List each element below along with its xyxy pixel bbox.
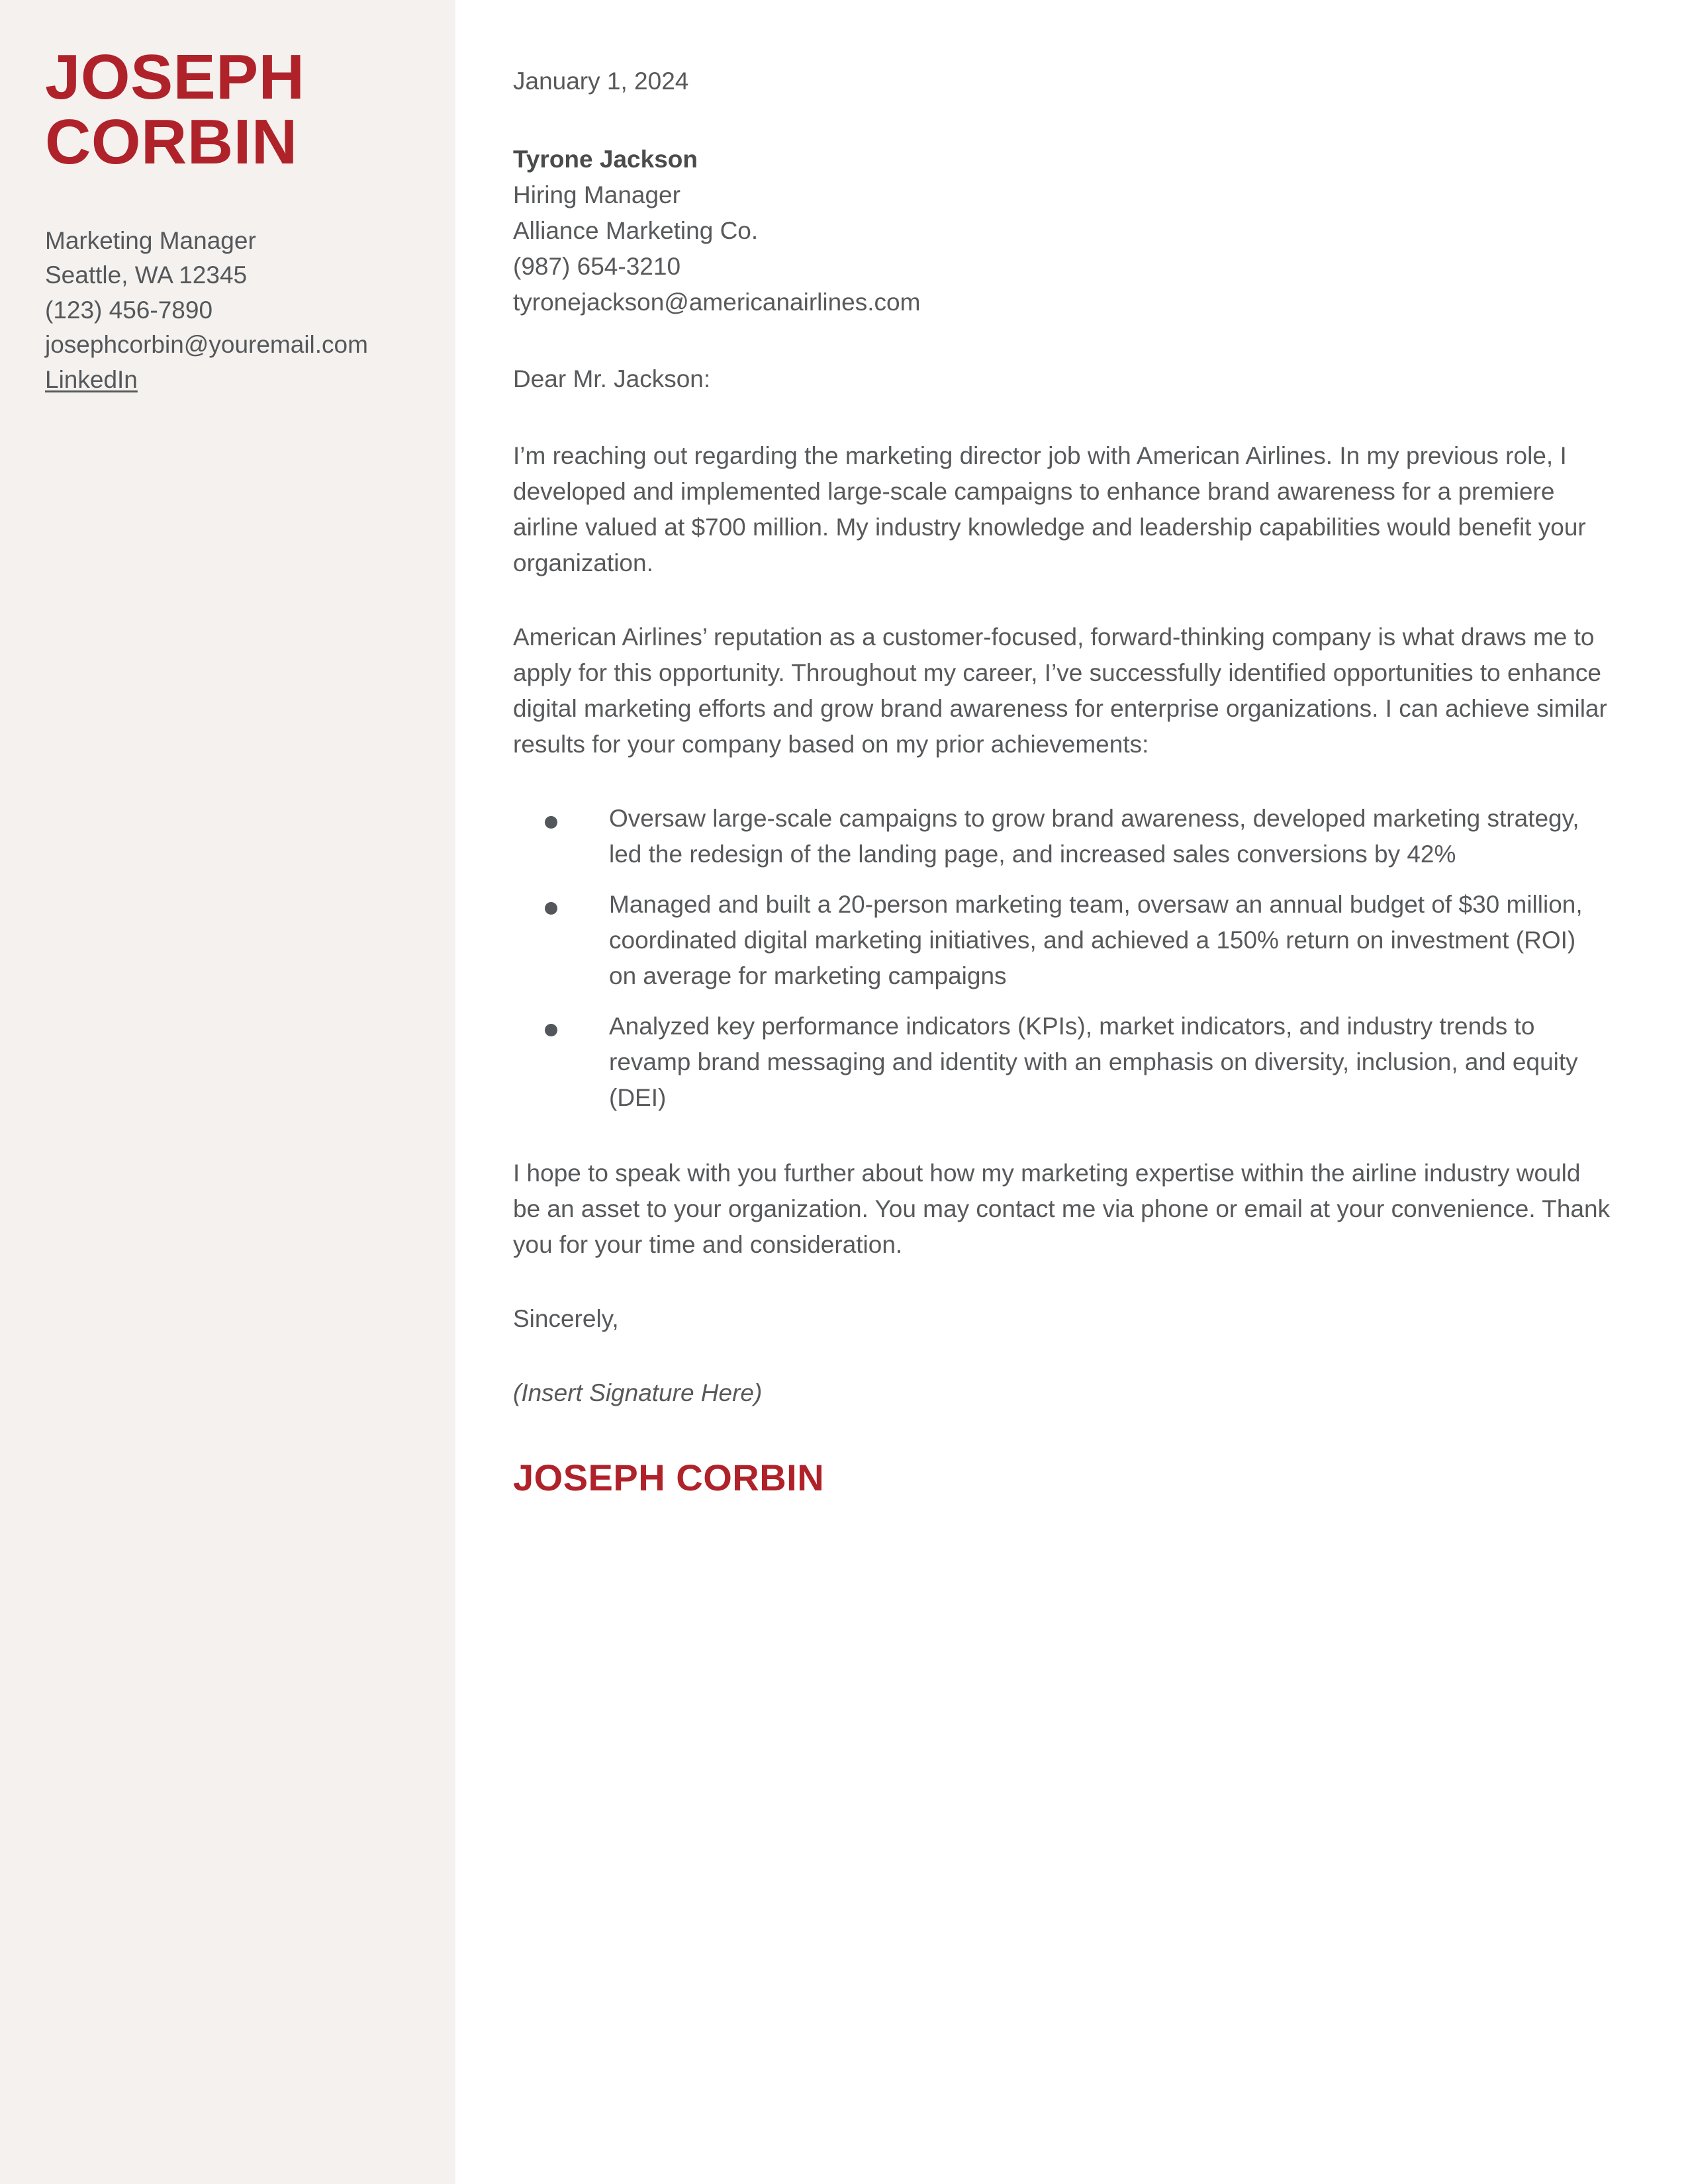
salutation: Dear Mr. Jackson: — [513, 365, 711, 393]
recipient-block — [513, 142, 1612, 320]
list-item — [513, 801, 1585, 872]
applicant-first-name: JOSEPH — [45, 42, 305, 113]
bullet-dot-icon — [545, 902, 557, 915]
letter-closing-paragraph: I hope to speak with you further about how my marketing expertise within the airline industry would be an asset to your organization. You may contact me via phone or email at your convenience. Thank you for your time and consideration. — [513, 1160, 1611, 1259]
recipient-phone: (987) 654-3210 — [513, 253, 681, 281]
achievement-text: Oversaw large-scale campaigns to grow brand awareness, developed marketing strategy, led the redesign of the landing page, and increased sales conversions by 42% — [609, 805, 1579, 868]
achievements-list — [513, 801, 1612, 1116]
recipient-email: tyronejackson@americanairlines.com — [513, 289, 921, 316]
applicant-job-title: Marketing Manager — [45, 226, 256, 254]
list-item — [513, 1009, 1585, 1116]
applicant-location: Seattle, WA 12345 — [45, 261, 248, 289]
signature-placeholder: (Insert Signature Here) — [513, 1379, 763, 1407]
letter-paragraph-2: American Airlines’ reputation as a customer-focused, forward-thinking company is what draws me to apply for this opportunity. Throughout my career, I’ve successfully identified opportunities to enhance digital marketing efforts and grow brand awareness for enterprise organizations. I can achieve similar results for your company based on my prior achievements: — [513, 623, 1607, 758]
list-item — [513, 887, 1585, 994]
signature-name: JOSEPH CORBIN — [513, 1457, 825, 1499]
sidebar-content — [45, 42, 455, 397]
applicant-email: josephcorbin@youremail.com — [45, 331, 368, 359]
letter-paragraph-1: I’m reaching out regarding the marketing director job with American Airlines. In my previous role, I developed and implemented large-scale campaigns to enhance brand awareness for a premiere airline valued at $700 million. My industry knowledge and leadership capabilities would benefit your organization. — [513, 442, 1586, 577]
bullet-dot-icon — [545, 1024, 557, 1036]
recipient-title: Hiring Manager — [513, 181, 680, 209]
recipient-name: Tyrone Jackson — [513, 146, 698, 173]
letter-body — [513, 0, 1612, 1505]
applicant-contact-block — [45, 224, 455, 398]
sidebar — [0, 0, 455, 2184]
bullet-dot-icon — [545, 816, 557, 829]
applicant-phone: (123) 456-7890 — [45, 296, 213, 324]
sign-off: Sincerely, — [513, 1305, 619, 1333]
applicant-last-name: CORBIN — [45, 106, 298, 177]
applicant-linkedin-link-row — [45, 363, 455, 398]
letter-date: January 1, 2024 — [513, 68, 689, 95]
recipient-company: Alliance Marketing Co. — [513, 217, 759, 245]
applicant-name-heading — [45, 42, 416, 177]
achievement-text: Analyzed key performance indicators (KPIs), market indicators, and industry trends to revamp brand messaging and identity with an emphasis on diversity, inclusion, and equity (DEI) — [609, 1013, 1578, 1112]
achievement-text: Managed and built a 20-person marketing team, oversaw an annual budget of $30 million, coordinated digital marketing initiatives, and achieved a 150% return on investment (ROI) on average for marketing campaigns — [609, 891, 1583, 990]
linkedin-link[interactable]: LinkedIn — [45, 365, 138, 393]
